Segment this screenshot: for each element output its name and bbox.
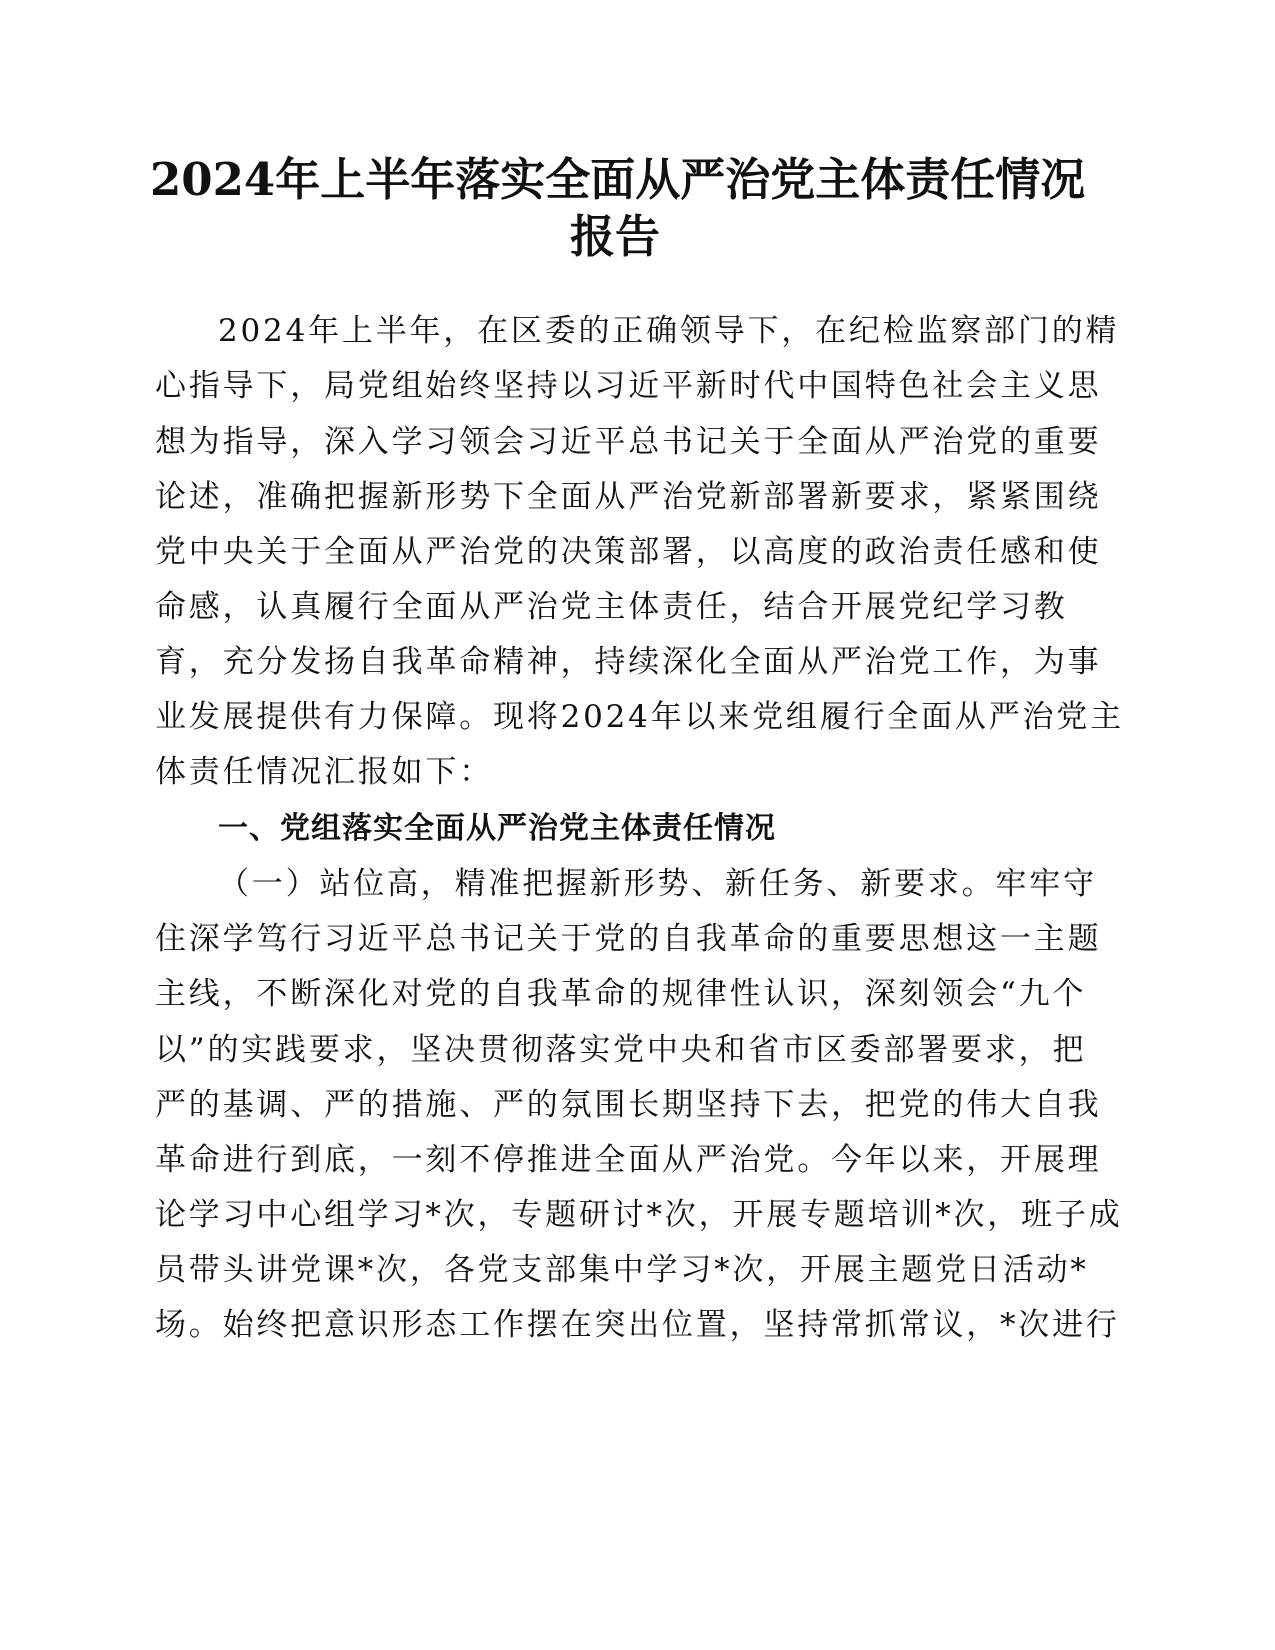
intro-line: 育，充分发扬自我革命精神，持续深化全面从严治党工作，为事 — [155, 644, 1102, 680]
section-1-sub-1-line: 场。始终把意识形态工作摆在突出位置，坚持常抓常议，*次进行 — [155, 1307, 1120, 1343]
section-1-sub-1-line: 员带头讲党课*次，各党支部集中学习*次，开展主题党日活动* — [155, 1252, 1089, 1288]
intro-line: 想为指导，深入学习领会习近平总书记关于全面从严治党的重要 — [155, 424, 1102, 460]
section-1-sub-1-line: 革命进行到底，一刻不停推进全面从严治党。今年以来，开展理 — [155, 1142, 1102, 1178]
intro-line: 党中央关于全面从严治党的决策部署，以高度的政治责任感和使 — [155, 534, 1102, 570]
section-1-sub-1-line: 严的基调、严的措施、严的氛围长期坚持下去，把党的伟大自我 — [155, 1087, 1102, 1123]
section-1-sub-1-line: 论学习中心组学习*次，专题研讨*次，开展专题培训*次，班子成 — [155, 1197, 1123, 1233]
document-title-line-2: 报告 — [569, 210, 660, 263]
intro-line: 体责任情况汇报如下： — [155, 754, 493, 790]
document-title-line-1: 2024年上半年落实全面从严治党主体责任情况 — [150, 153, 1086, 206]
intro-line: 2024年上半年，在区委的正确领导下，在纪检监察部门的精 — [218, 313, 1120, 349]
section-1-sub-1-line: 主线，不断深化对党的自我革命的规律性认识，深刻领会“九个 — [155, 976, 1087, 1012]
intro-line: 论述，准确把握新形势下全面从严治党新部署新要求，紧紧围绕 — [155, 479, 1102, 515]
intro-line: 命感，认真履行全面从严治党主体责任，结合开展党纪学习教 — [155, 589, 1068, 625]
intro-line: 业发展提供有力保障。现将2024年以来党组履行全面从严治党主 — [155, 699, 1124, 735]
section-1-sub-1-line: （一）站位高，精准把握新形势、新任务、新要求。牢牢守 — [218, 866, 1097, 902]
section-1-sub-1-line: 以”的实践要求，坚决贯彻落实党中央和省市区委部署要求，把 — [155, 1032, 1087, 1068]
intro-line: 心指导下，局党组始终坚持以习近平新时代中国特色社会主义思 — [155, 368, 1102, 404]
section-1-sub-1-line: 住深学笃行习近平总书记关于党的自我革命的重要思想这一主题 — [155, 921, 1102, 957]
section-1-heading: 一、党组落实全面从严治党主体责任情况 — [218, 811, 776, 846]
